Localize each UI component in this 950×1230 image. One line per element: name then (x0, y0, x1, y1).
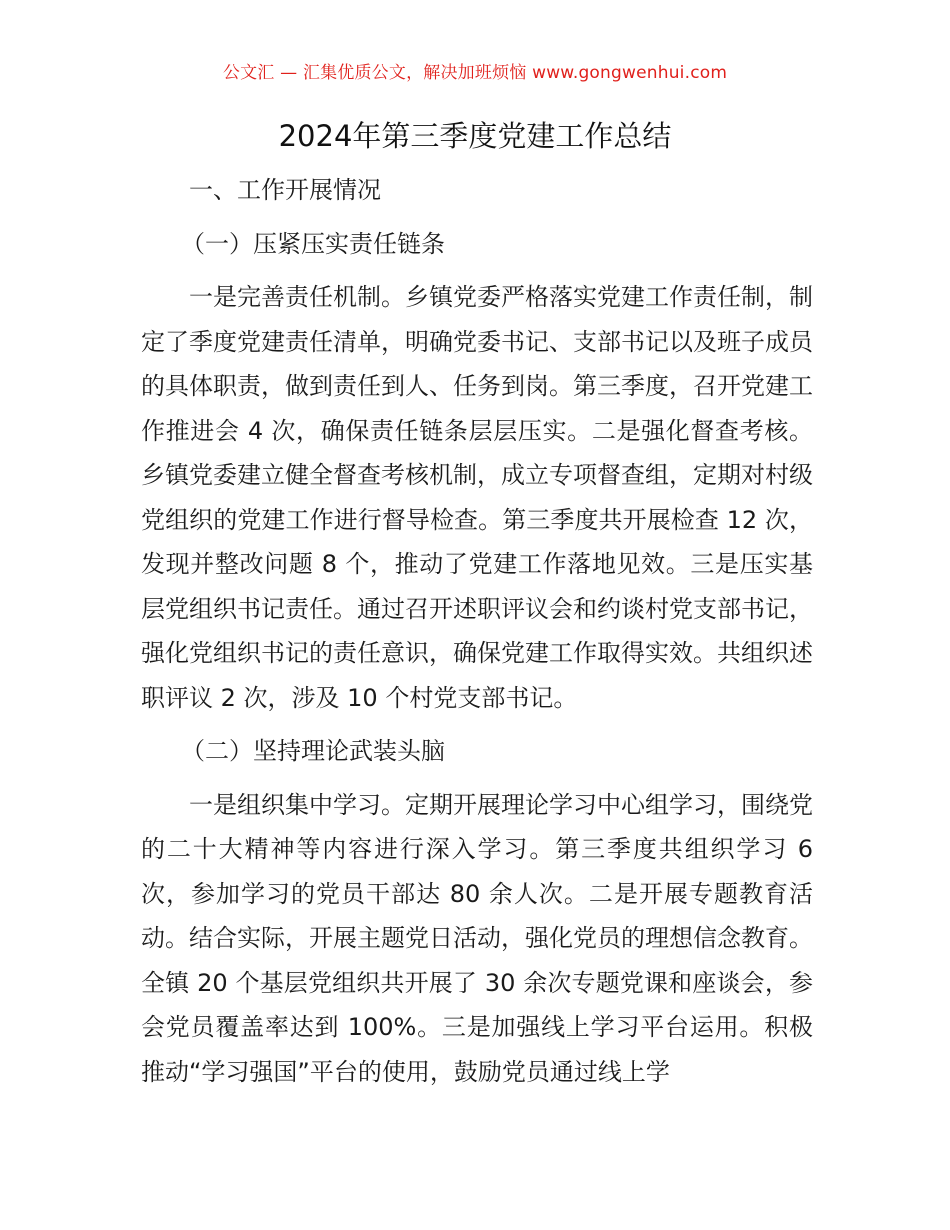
document-body (141, 168, 813, 1103)
section-heading-1: 一、工作开展情况 (189, 176, 381, 204)
subsection-heading-2: （二）坚持理论武装头脑 (181, 737, 445, 765)
header-banner: 公文汇 — 汇集优质公文，解决加班烦恼 www.gongwenhui.com (222, 63, 728, 83)
paragraph-1: 一是完善责任机制。乡镇党委严格落实党建工作责任制，制定了季度党建责任清单，明确党委书记、支部书记以及班子成员的具体职责，做到责任到人、任务到岗。第三季度，召开党建工作推进会 4 次，确保责任链条层层压实。二是强化督查考核。乡镇党委建立健全督查考核机制，成立专项督查组，定期对村级党组织的党建工作进行督导检查。第三季度共开展检查 12 次，发现并整改问题 8 个，推动了党建工作落地见效。三是压实基层党组织书记责任。通过召开述职评议会和约谈村党支部书记，强化党组织书记的责任意识，确保党建工作取得实效。共组织述职评议 2 次，涉及 10 个村党支部书记。 (141, 283, 813, 712)
paragraph-2: 一是组织集中学习。定期开展理论学习中心组学习，围绕党的二十大精神等内容进行深入学习。第三季度共组织学习 6 次，参加学习的党员干部达 80 余人次。二是开展专题教育活动。结合实际，开展主题党日活动，强化党员的理想信念教育。全镇 20 个基层党组织共开展了 30 余次专题党课和座谈会，参会党员覆盖率达到 100%。三是加强线上学习平台运用。积极推动“学习强国”平台的使用，鼓励党员通过线上学 (141, 790, 813, 1086)
page-title: 2024年第三季度党建工作总结 (278, 119, 672, 153)
subsection-heading-1: （一）压紧压实责任链条 (181, 229, 445, 258)
